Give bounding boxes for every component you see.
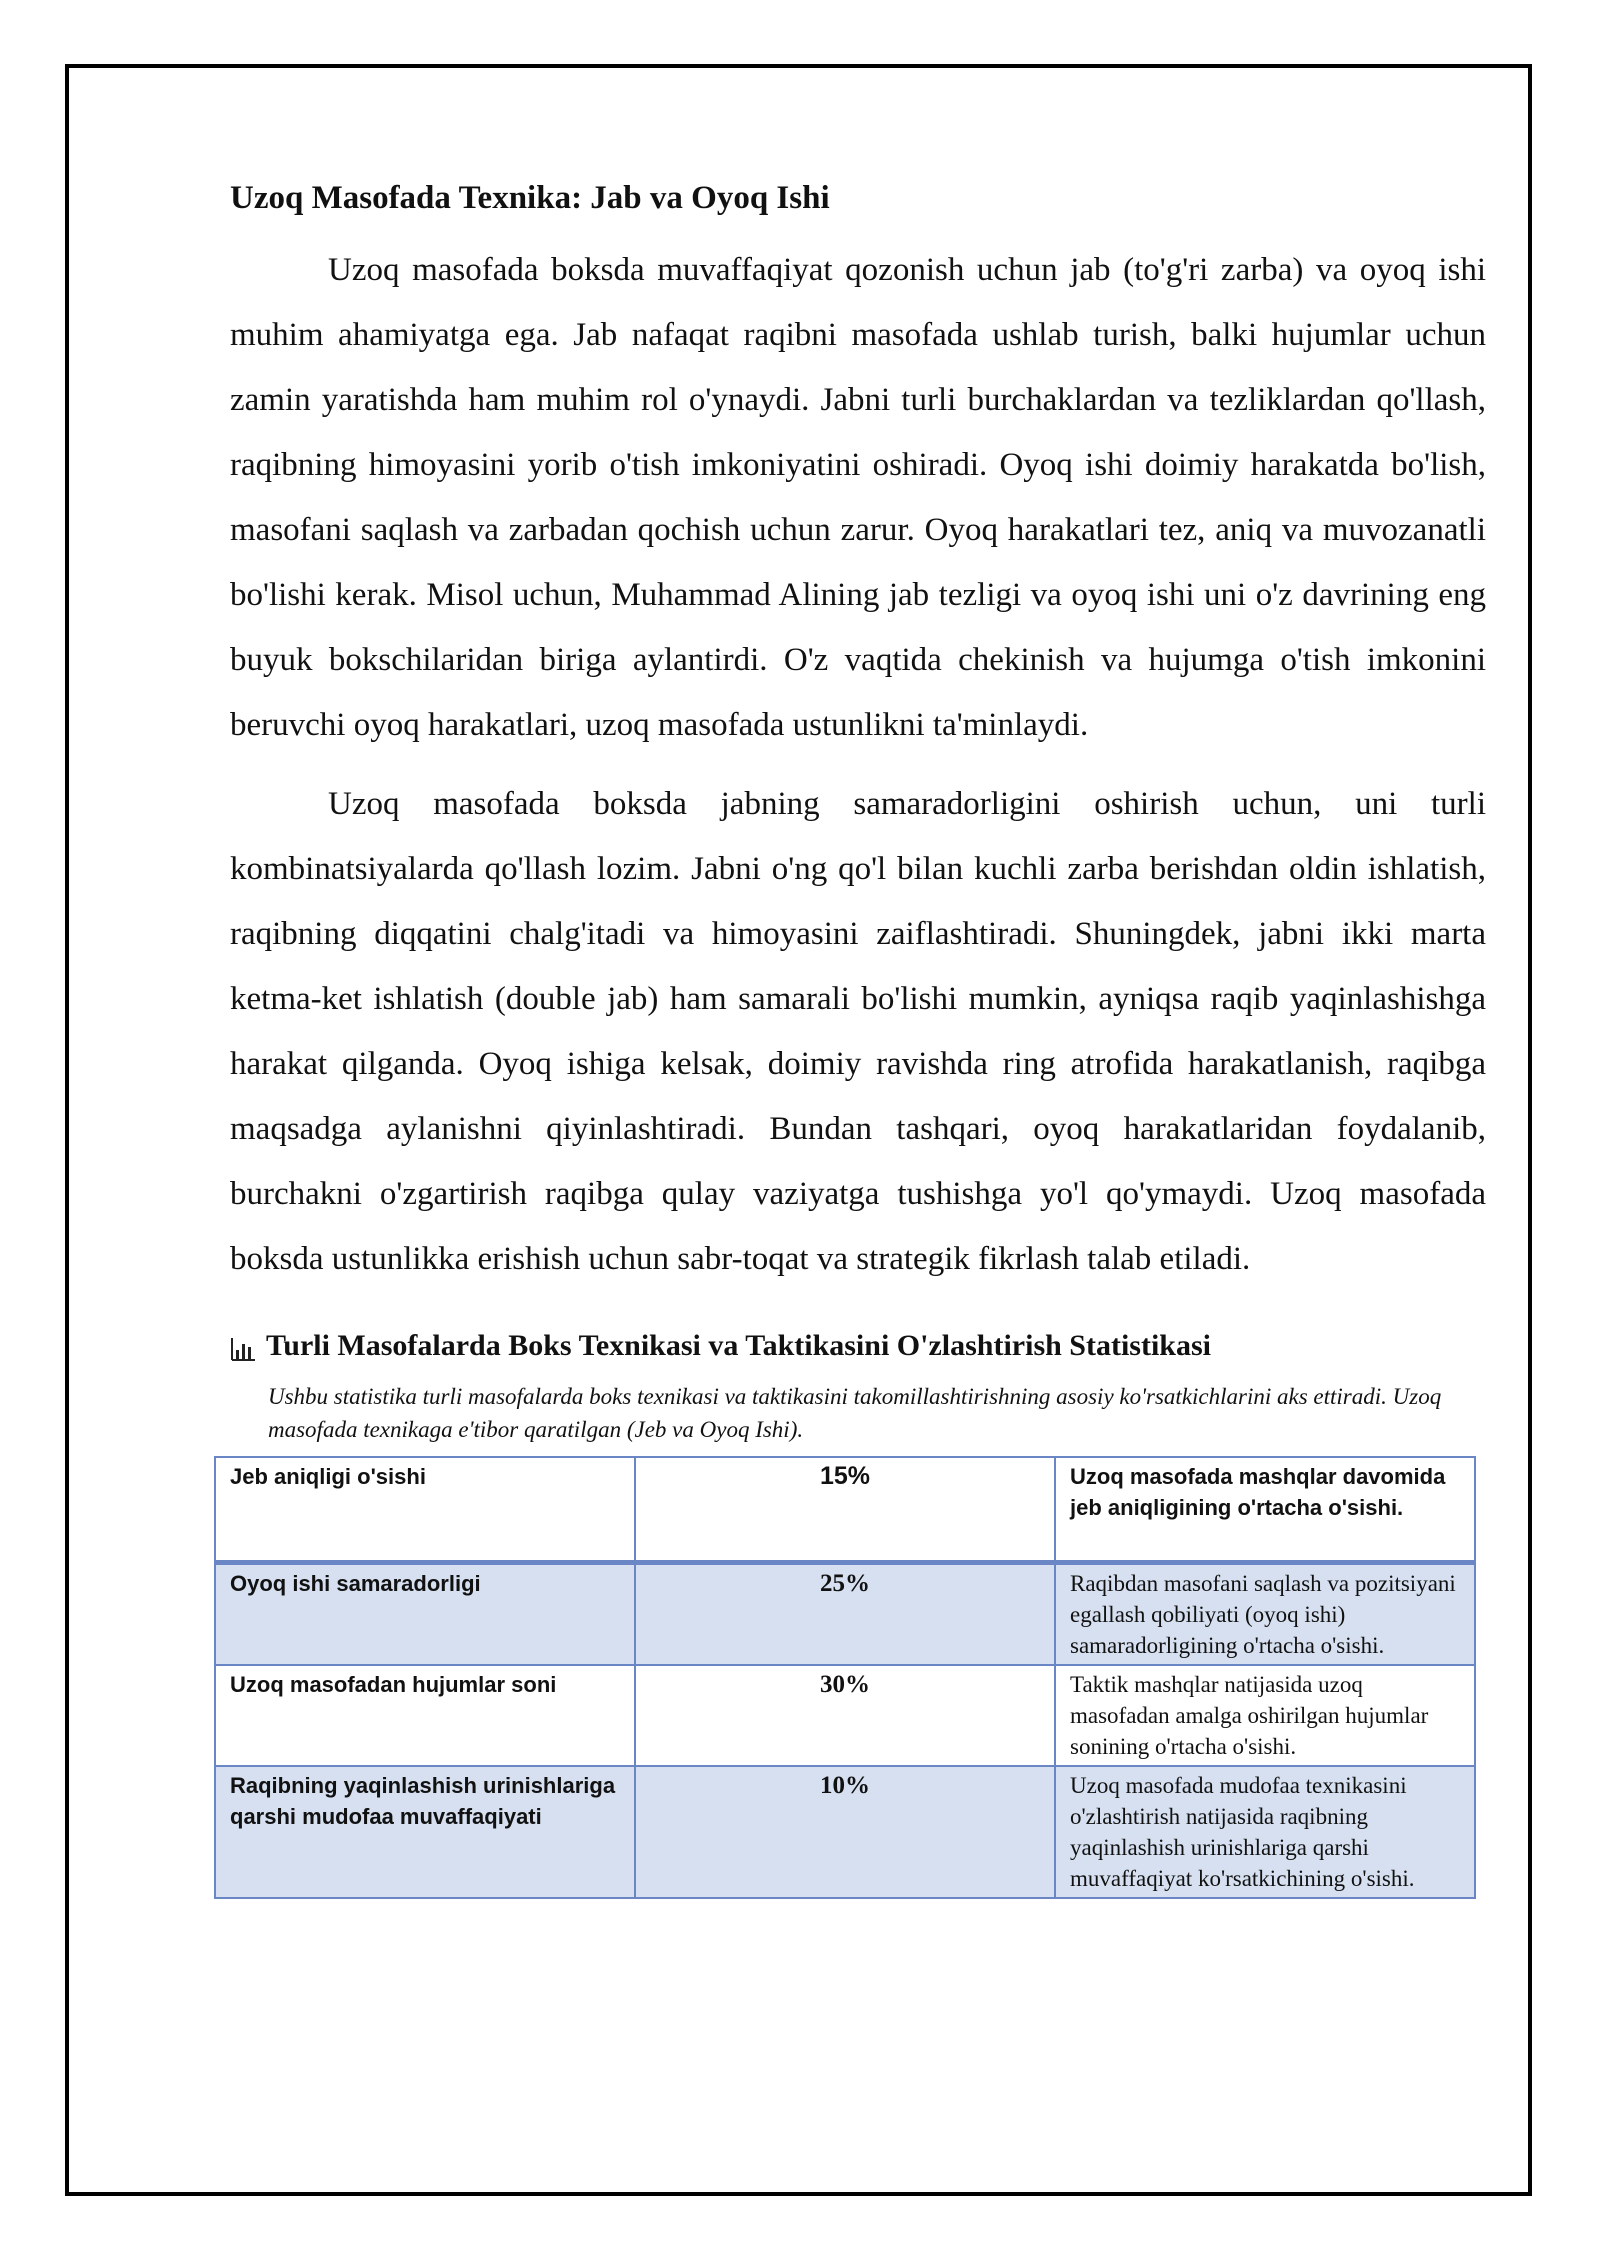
note-cell: Uzoq masofada mashqlar davomida jeb aniqligining o'rtacha o'sishi. (1055, 1457, 1475, 1563)
note-cell: Uzoq masofada mudofaa texnikasini o'zlashtirish natijasida raqibning yaqinlashish urinishlariga qarshi muvaffaqiyat ko'rsatkichining o'sishi. (1055, 1766, 1475, 1898)
statistics-table (214, 1456, 1476, 1899)
metric-cell: Oyoq ishi samaradorligi (215, 1563, 635, 1666)
metric-cell: Jeb aniqligi o'sishi (215, 1457, 635, 1563)
table-row (215, 1665, 1475, 1766)
value-cell: 15% (635, 1457, 1055, 1563)
statistics-description: Ushbu statistika turli masofalarda boks texnikasi va taktikasini takomillashtirishning asosiy ko'rsatkichlarini aks ettiradi. Uzoq masofada texnikaga e'tibor qaratilgan (Jeb va Oyoq Ishi). (268, 1384, 1442, 1442)
statistics-header (230, 1326, 1486, 1366)
metric-cell: Uzoq masofadan hujumlar soni (215, 1665, 635, 1766)
note-cell: Taktik mashqlar natijasida uzoq masofadan amalga oshirilgan hujumlar sonining o'rtacha o'sishi. (1055, 1665, 1475, 1766)
table-row (215, 1766, 1475, 1898)
value-cell: 30% (635, 1665, 1055, 1766)
table-row (215, 1563, 1475, 1666)
value-cell: 25% (635, 1563, 1055, 1666)
metric-cell: Raqibning yaqinlashish urinishlariga qarshi mudofaa muvaffaqiyati (215, 1766, 635, 1898)
note-cell: Raqibdan masofani saqlash va pozitsiyani egallash qobiliyati (oyoq ishi) samaradorligining o'rtacha o'sishi. (1055, 1563, 1475, 1666)
table-row (215, 1457, 1475, 1563)
statistics-section (230, 1326, 1486, 1899)
bar-chart-icon (230, 1333, 256, 1359)
document-body (230, 172, 1486, 1899)
paragraph-1: Uzoq masofada boksda muvaffaqiyat qozonish uchun jab (to'g'ri zarba) va oyoq ishi muhim ahamiyatga ega. Jab nafaqat raqibni masofada ushlab turish, balki hujumlar uchun zamin yaratishda ham muhim rol o'ynaydi. Jabni turli burchaklardan va tezliklardan qo'llash, raqibning himoyasini yorib o'tish imkoniyatini oshiradi. Oyoq ishi doimiy harakatda bo'lish, masofani saqlash va zarbadan qochish uchun zarur. Oyoq harakatlari tez, aniq va muvozanatli bo'lishi kerak. Misol uchun, Muhammad Alining jab tezligi va oyoq ishi uni o'z davrining eng buyuk bokschilaridan biriga aylantirdi. O'z vaqtida chekinish va hujumga o'tish imkonini beruvchi oyoq harakatlari, uzoq masofada ustunlikni ta'minlaydi. (230, 252, 1486, 743)
statistics-title: Turli Masofalarda Boks Texnikasi va Taktikasini O'zlashtirish Statistikasi (266, 1329, 1211, 1362)
section-heading: Uzoq Masofada Texnika: Jab va Oyoq Ishi (230, 180, 830, 216)
value-cell: 10% (635, 1766, 1055, 1898)
paragraph-2: Uzoq masofada boksda jabning samaradorligini oshirish uchun, uni turli kombinatsiyalarda qo'llash lozim. Jabni o'ng qo'l bilan kuchli zarba berishdan oldin ishlatish, raqibning diqqatini chalg'itadi va himoyasini zaiflashtiradi. Shuningdek, jabni ikki marta ketma-ket ishlatish (double jab) ham samarali bo'lishi mumkin, ayniqsa raqib yaqinlashishga harakat qilganda. Oyoq ishiga kelsak, doimiy ravishda ring atrofida harakatlanish, raqibga maqsadga aylanishni qiyinlashtiradi. Bundan tashqari, oyoq harakatlaridan foydalanib, burchakni o'zgartirish raqibga qulay vaziyatga tushishga yo'l qo'ymaydi. Uzoq masofada boksda ustunlikka erishish uchun sabr-toqat va strategik fikrlash talab etiladi. (230, 786, 1486, 1277)
